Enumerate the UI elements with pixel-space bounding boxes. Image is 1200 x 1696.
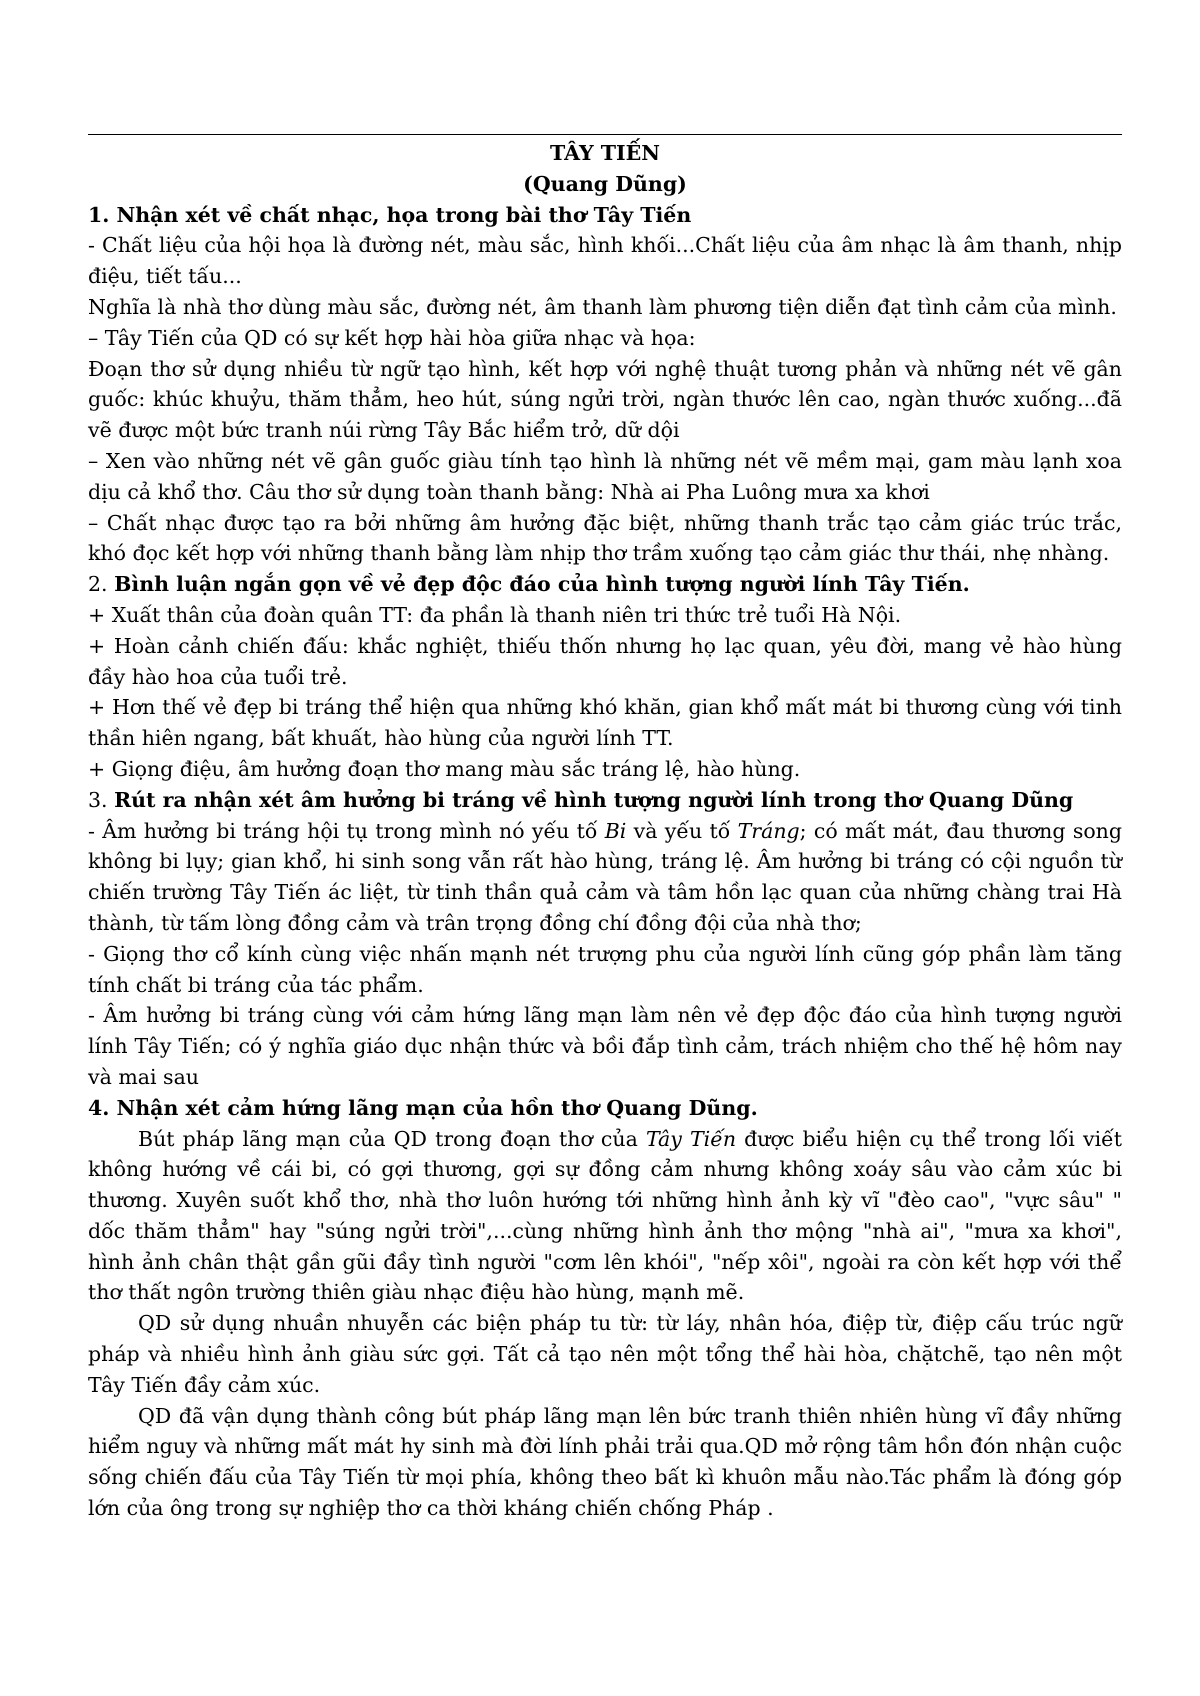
section-1-para-5: – Xen vào những nét vẽ gân guốc giàu tính tạo hình là những nét vẽ mềm mại, gam màu lạnh xoa dịu cả khổ thơ. Câu thơ sử dụng toàn thanh bằng: Nhà ai Pha Luông mưa xa khơi	[88, 448, 1122, 504]
section-2-para-4: + Giọng điệu, âm hưởng đoạn thơ mang màu sắc tráng lệ, hào hùng.	[88, 756, 801, 781]
section-1-para-3: – Tây Tiến của QD có sự kết hợp hài hòa giữa nhạc và họa:	[88, 325, 696, 350]
section-3-para-3: - Âm hưởng bi tráng cùng với cảm hứng lãng mạn làm nên vẻ đẹp độc đáo của hình tượng người lính Tây Tiến; có ý nghĩa giáo dục nhận thức và bồi đắp tình cảm, trách nhiệm cho thế hệ hôm nay và mai sau	[88, 1003, 1122, 1089]
document-body	[88, 138, 1122, 1524]
section-2-para-3: + Hơn thế vẻ đẹp bi tráng thể hiện qua những khó khăn, gian khổ mất mát bi thương cùng với tinh thần hiên ngang, bất khuất, hào hùng của người lính TT.	[88, 695, 1122, 751]
text-run: - Âm hưởng bi tráng hội tụ trong mình nó yếu tố	[88, 818, 605, 843]
text-run: ; có mất mát, đau thương song không bi lụy; gian khổ, hi sinh song vẫn rất hào hùng, tráng lệ. Âm hưởng bi tráng có cội nguồn từ chiến trường Tây Tiến ác liệt, từ tinh thần quả cảm và tâm hồn lạc quan của những chàng trai Hà thành, từ tấm lòng đồng cảm và trân trọng đồng chí đồng đội của nhà thơ;	[88, 818, 1123, 935]
section-1-para-1: - Chất liệu của hội họa là đường nét, màu sắc, hình khối...Chất liệu của âm nhạc là âm thanh, nhịp điệu, tiết tấu...	[88, 233, 1122, 289]
section-1-para-4: Đoạn thơ sử dụng nhiều từ ngữ tạo hình, kết hợp với nghệ thuật tương phản và những nét vẽ gân guốc: khúc khuỷu, thăm thẳm, heo hút, súng ngửi trời, ngàn thước lên cao, ngàn thước xuống...đã vẽ được một bức tranh núi rừng Tây Bắc hiểm trở, dữ dội	[88, 356, 1122, 443]
section-4-para-1	[88, 1124, 1122, 1309]
section-4-para-3: QD đã vận dụng thành công bút pháp lãng mạn lên bức tranh thiên nhiên hùng vĩ đầy những hiểm nguy và những mất mát hy sinh mà đời lính phải trải qua.QD mở rộng tâm hồn đón nhận cuộc sống chiến đấu của Tây Tiến từ mọi phía, không theo bất kì khuôn mẫu nào.Tác phẩm là đóng góp lớn của ông trong sự nghiệp thơ ca thời kháng chiến chống Pháp .	[88, 1403, 1122, 1521]
section-3-heading-text: Rút ra nhận xét âm hưởng bi tráng về hình tượng người lính trong thơ Quang Dũng	[114, 787, 1074, 812]
section-2-para-1: + Xuất thân của đoàn quân TT: đa phần là thanh niên tri thức trẻ tuổi Hà Nội.	[88, 602, 902, 627]
section-4-heading: 4. Nhận xét cảm hứng lãng mạn của hồn thơ Quang Dũng.	[88, 1095, 758, 1120]
italic-title-tay-tien: Tây Tiến	[645, 1126, 737, 1151]
section-2-number: 2.	[88, 572, 115, 597]
section-2-heading-text: Bình luận ngắn gọn về vẻ đẹp độc đáo của hình tượng người lính Tây Tiến.	[114, 572, 970, 597]
section-1-heading: 1. Nhận xét về chất nhạc, họa trong bài thơ Tây Tiến	[88, 202, 692, 227]
section-4-para-2: QD sử dụng nhuần nhuyễn các biện pháp tu từ: từ láy, nhân hóa, điệp từ, điệp cấu trúc ngữ pháp và nhiều hình ảnh giàu sức gợi. Tất cả tạo nên một tổng thể hài hòa, chặtchẽ, tạo nên một Tây Tiến đầy cảm xúc.	[88, 1311, 1122, 1397]
doc-title: TÂY TIẾN	[550, 141, 660, 165]
italic-term-bi: Bi	[604, 818, 627, 843]
section-3-para-2: - Giọng thơ cổ kính cùng việc nhấn mạnh nét trượng phu của người lính cũng góp phần làm tăng tính chất bi tráng của tác phẩm.	[88, 941, 1122, 997]
section-2-heading	[88, 569, 1122, 600]
section-3-heading	[88, 785, 1122, 816]
section-1-para-6: – Chất nhạc được tạo ra bởi những âm hưởng đặc biệt, những thanh trắc tạo cảm giác trúc trắc, khó đọc kết hợp với những thanh bằng làm nhịp thơ trầm xuống tạo cảm giác thư thái, nhẹ nhàng.	[88, 510, 1122, 566]
section-1-para-2: Nghĩa là nhà thơ dùng màu sắc, đường nét, âm thanh làm phương tiện diễn đạt tình cảm của mình.	[88, 294, 1117, 319]
section-2-para-2: + Hoàn cảnh chiến đấu: khắc nghiệt, thiếu thốn nhưng họ lạc quan, yêu đời, mang vẻ hào hùng đầy hào hoa của tuổi trẻ.	[88, 633, 1122, 689]
section-3-para-1	[88, 816, 1122, 939]
text-run: được biểu hiện cụ thể trong lối viết không hướng về cái bi, có gợi thương, gợi sự đồng cảm nhưng không xoáy sâu vào cảm xúc bi thương. Xuyên suốt khổ thơ, nhà thơ luôn hướng tới những hình ảnh kỳ vĩ "đèo cao", "vực sâu" " dốc thăm thẳm" hay "súng ngửi trời",...cùng những hình ảnh thơ mộng "nhà ai", "mưa xa khơi", hình ảnh chân thật gần gũi đầy tình người "cơm lên khói", "nếp xôi", ngoài ra còn kết hợp với thể thơ thất ngôn trường thiên giàu nhạc điệu hào hùng, mạnh mẽ.	[88, 1126, 1122, 1305]
section-3-number: 3.	[88, 787, 115, 812]
italic-term-trang: Tráng	[737, 818, 800, 843]
header-rule	[88, 134, 1122, 135]
text-run: và yếu tố	[626, 818, 738, 843]
doc-author: (Quang Dũng)	[523, 171, 687, 196]
text-run: Bút pháp lãng mạn của QD trong đoạn thơ của	[138, 1126, 646, 1151]
